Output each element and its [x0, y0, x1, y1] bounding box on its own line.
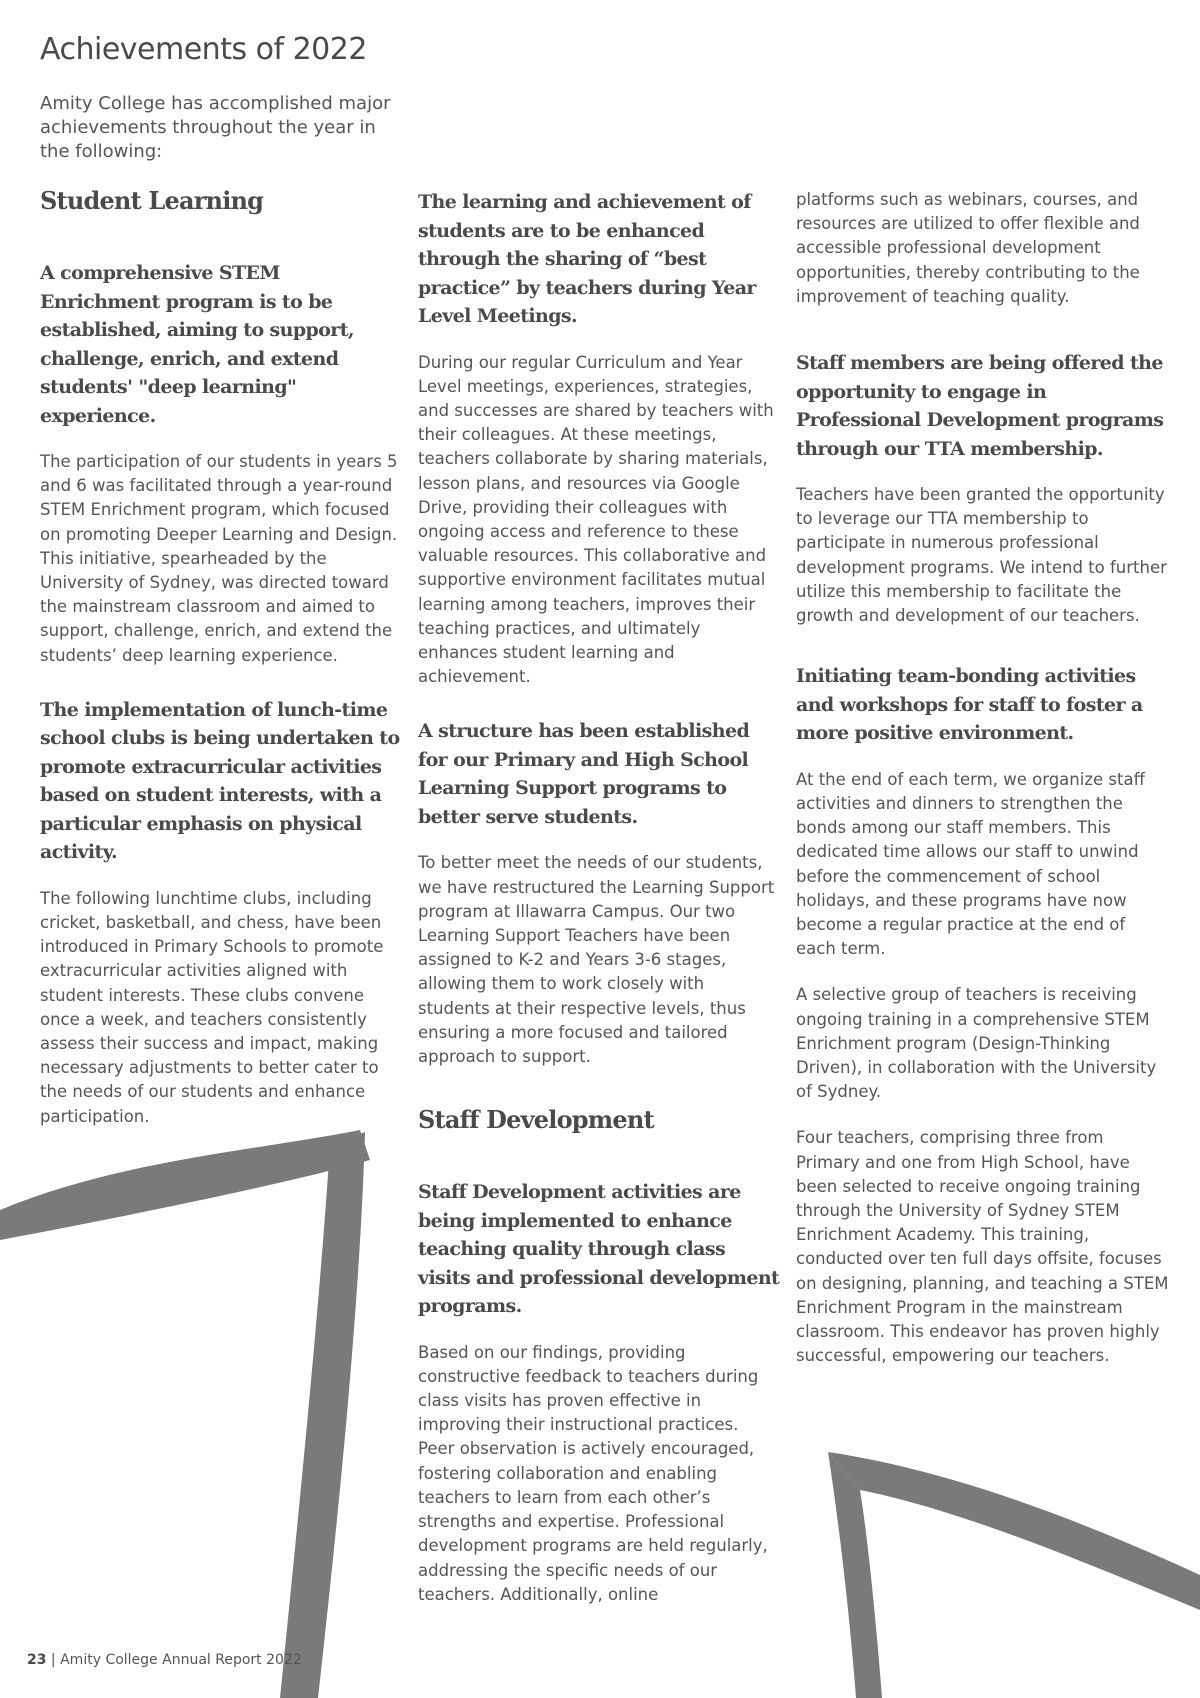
body-class-visits: Based on our findings, providing constructive feedback to teachers during class visits has proven effective in improving their instructional practices. Peer observation is actively encouraged, fostering collaboration and enabling teachers to learn from each other’s strengths and expertise. Professional development programs are held regularly, addressing the specific needs of our teachers. Additionally, online	[418, 1342, 768, 1604]
subheading-stem-enrichment: A comprehensive STEM Enrichment program is to be established, aiming to support, challenge, enrich, and extend students' "deep learning" experience.	[40, 262, 354, 427]
column-2	[418, 188, 780, 1635]
section-heading-student-learning: Student Learning	[40, 186, 264, 215]
page-number: 23	[27, 1652, 47, 1668]
subheading-lunchtime-clubs: The implementation of lunch-time school clubs is being undertaken to promote extracurricular activities based on student interests, with a particular emphasis on physical activity.	[40, 698, 400, 864]
intro-text: Amity College has accomplished major achievements throughout the year in the following:	[40, 93, 391, 162]
body-tta-membership: Teachers have been granted the opportunity to leverage our TTA membership to participate in numerous professional development programs. We intend to further utilize this membership to facilitate the growth and development of our teachers.	[796, 485, 1167, 626]
body-learning-support: To better meet the needs of our students, we have restructured the Learning Support program at Illawarra Campus. Our two Learning Support Teachers have been assigned to K-2 and Years 3-6 stages, allowing them to work closely with students at their respective levels, thus ensuring a more focused and tailored approach to support.	[418, 853, 775, 1066]
body-team-bonding: At the end of each term, we organize staff activities and dinners to strengthen the bonds among our staff members. This dedicated time allows our staff to unwind before the commencement of school holidays, and these programs have now become a regular practice at the end of each term.	[796, 769, 1145, 959]
body-best-practice: During our regular Curriculum and Year Level meetings, experiences, strategies, and successes are shared by teachers with their colleagues. At these meetings, teachers collaborate by sharing materials, lesson plans, and resources via Google Drive, providing their colleagues with ongoing access and reference to these valuable resources. This collaborative and supportive environment facilitates mutual learning among teachers, improves their teaching practices, and ultimately enhances student learning and achievement.	[418, 352, 774, 687]
body-stem-training-group: A selective group of teachers is receiving ongoing training in a comprehensive STEM Enrichment program (Design-Thinking Driven), in collaboration with the University of Sydney.	[796, 985, 1157, 1102]
subheading-tta-membership: Staff members are being offered the opportunity to engage in Professional Development programs through our TTA membership.	[796, 352, 1164, 460]
publication-name: Amity College Annual Report 2022	[60, 1652, 302, 1668]
body-class-visits-continued: platforms such as webinars, courses, and resources are utilized to offer flexible and accessible professional development opportunities, thereby contributing to the improvement of teaching quality.	[796, 190, 1140, 306]
body-four-teachers: Four teachers, comprising three from Primary and one from High School, have been selected to receive ongoing training through the University of Sydney STEM Enrichment Academy. This training, conducted over ten full days offsite, focuses on designing, planning, and teaching a STEM Enrichment Program in the mainstream classroom. This endeavor has proven highly successful, empowering our teachers.	[796, 1128, 1169, 1366]
section-heading-staff-development: Staff Development	[418, 1105, 654, 1135]
subheading-best-practice: The learning and achievement of students are to be enhanced through the sharing of “best practice” by teachers during Year Level Meetings.	[418, 191, 756, 327]
footer-separator: |	[46, 1652, 61, 1668]
subheading-team-bonding: Initiating team-bonding activities and workshops for staff to foster a more positive environment.	[796, 665, 1143, 745]
subheading-learning-support: A structure has been established for our Primary and High School Learning Support programs to better serve students.	[418, 720, 750, 828]
column-1	[40, 186, 402, 1157]
subheading-class-visits: Staff Development activities are being implemented to enhance teaching quality through class visits and professional development programs.	[418, 1181, 780, 1318]
page-title: Achievements of 2022	[40, 32, 367, 67]
column-3	[796, 188, 1170, 1396]
body-lunchtime-clubs: The following lunchtime clubs, including cricket, basketball, and chess, have been introduced in Primary Schools to promote extracurricular activities aligned with student interests. These clubs convene once a week, and teachers consistently assess their success and impact, making necessary adjustments to better cater to the needs of our students and enhance participation.	[40, 888, 384, 1126]
page-footer	[27, 1652, 302, 1668]
body-stem-enrichment: The participation of our students in years 5 and 6 was facilitated through a year-round STEM Enrichment program, which focused on promoting Deeper Learning and Design. This initiative, spearheaded by the University of Sydney, was directed toward the mainstream classroom and aimed to support, challenge, enrich, and extend the students’ deep learning experience.	[40, 452, 398, 665]
